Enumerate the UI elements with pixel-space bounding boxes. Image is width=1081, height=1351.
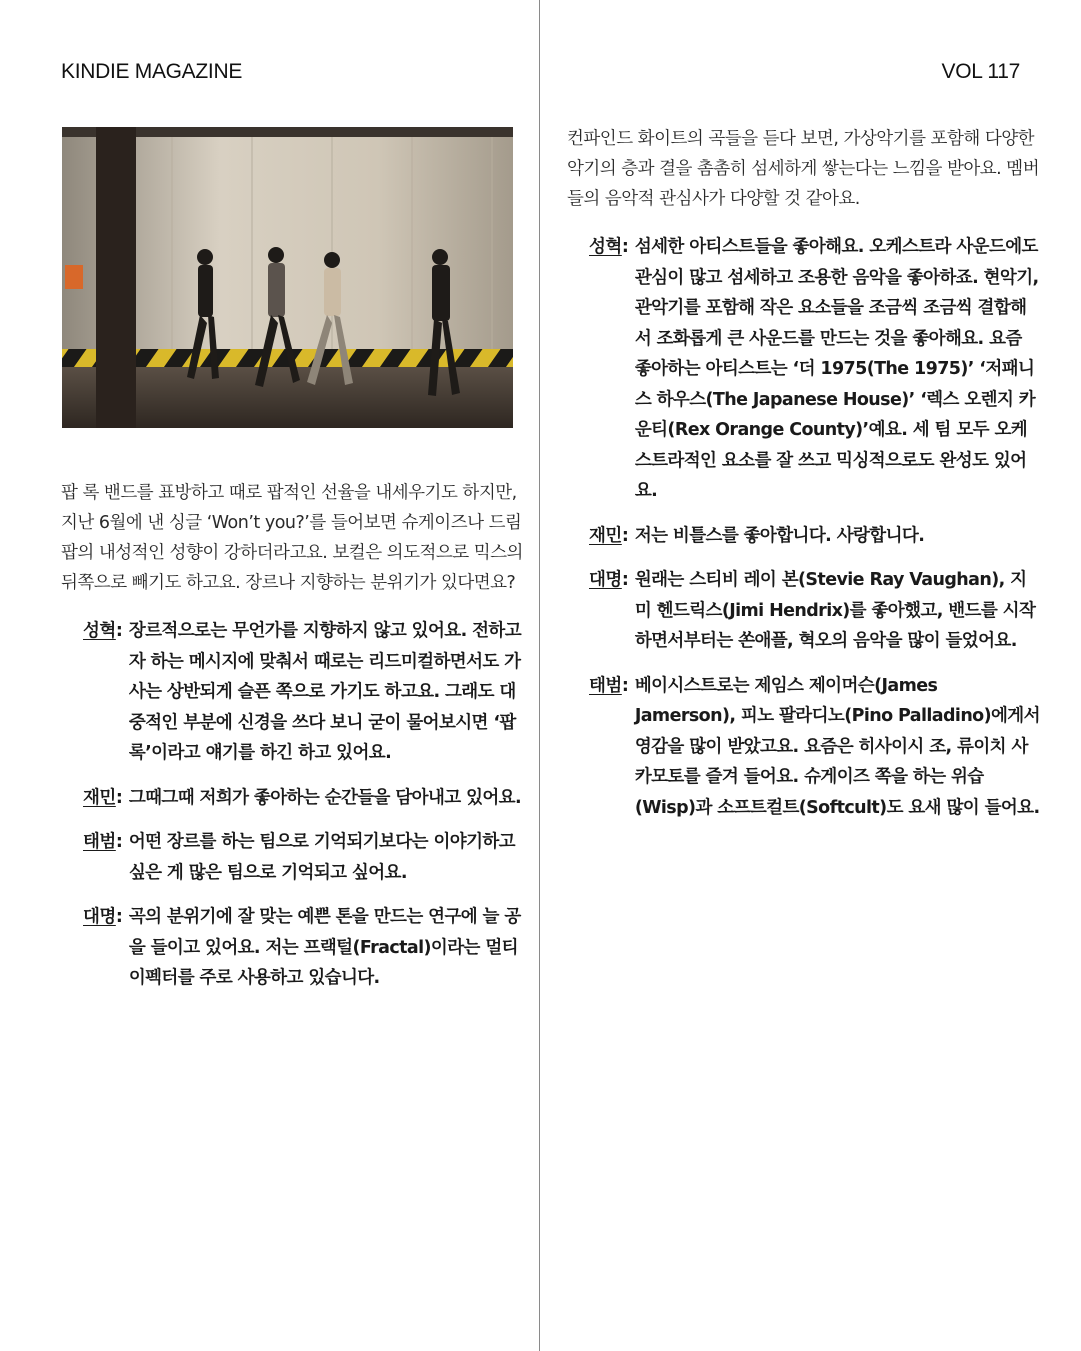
answer-item: 태범 : 베이시스트로는 제임스 제이머슨(James Jamerson), 피노 팔라디노(Pino Palladino)에게서 영감을 많이 받았고요. 요즘은 히사이시 조, 류이치 사카모토를 즐겨 들어요. 슈게이즈 쪽을 하는 위습(Wisp)과 소프트컬트(Softcult)도 요새 많이 들어요.: [567, 671, 1042, 824]
speaker-name: 대명: [83, 907, 116, 927]
answer-item: 재민 : 저는 비틀스를 좋아합니다. 사랑합니다.: [567, 521, 1042, 552]
interview-question: 팝 록 밴드를 표방하고 때로 팝적인 선율을 내세우기도 하지만, 지난 6월에 낸 싱글 ‘Won’t you?’를 들어보면 슈게이즈나 드림 팝의 내성적인 성향이 강하더라고요. 보컬은 의도적으로 믹스의 뒤쪽으로 빼기도 하고요. 장르나 지향하는 분위기가 있다면요?: [61, 483, 523, 593]
answer-item: 성혁 : 장르적으로는 무언가를 지향하지 않고 있어요. 전하고자 하는 메시지에 맞춰서 때로는 리드미컬하면서도 가사는 상반되게 슬픈 쪽으로 가기도 하고요. 그래도 대중적인 부분에 신경을 쓰다 보니 굳이 물어보시면 ‘팝 록’이라고 얘기를 하긴 하고 있어요.: [61, 616, 523, 769]
interview-question: 컨파인드 화이트의 곡들을 듣다 보면, 가상악기를 포함해 다양한 악기의 층과 결을 촘촘히 섬세하게 쌓는다는 느낌을 받아요. 멤버들의 음악적 관심사가 다양할 것 같아요.: [567, 129, 1040, 209]
answer-item: 성혁 : 섬세한 아티스트들을 좋아해요. 오케스트라 사운드에도 관심이 많고 섬세하고 조용한 음악을 좋아하죠. 현악기, 관악기를 포함해 작은 요소들을 조금씩 조금씩 결합해서 조화롭게 큰 사운드를 만드는 것을 좋아해요. 요즘 좋아하는 아티스트는 ‘더 1975(The 1975)’ ‘저패니스 하우스(The Japanese House)’ ‘렉스 오렌지 카운티(Rex Orange County)’예요. 세 팀 모두 오케스트라적인 요소를 잘 쓰고 믹싱적으로도 완성도 있어요.: [567, 232, 1042, 507]
answer-text: 원래는 스티비 레이 본(Stevie Ray Vaughan), 지미 헨드릭스(Jimi Hendrix)를 좋아했고, 밴드를 시작하면서부터는 쏜애플, 혁오의 음악을 많이 들었어요.: [634, 570, 1036, 651]
speaker-name: 태범: [83, 832, 116, 852]
column-divider: [539, 0, 540, 1351]
speaker-name: 대명: [589, 570, 622, 590]
answer-text: 그때그때 저희가 좋아하는 순간들을 담아내고 있어요.: [128, 787, 522, 808]
answer-item: 재민 : 그때그때 저희가 좋아하는 순간들을 담아내고 있어요.: [61, 783, 523, 814]
answer-text: 베이시스트로는 제임스 제이머슨(James Jamerson), 피노 팔라디노(Pino Palladino)에게서 영감을 많이 받았고요. 요즘은 히사이시 조, 류이치 사카모토를 즐겨 들어요. 슈게이즈 쪽을 하는 위습(Wisp)과 소프트컬트(Softcult)도 요새 많이 들어요.: [634, 675, 1040, 818]
answer-text: 곡의 분위기에 잘 맞는 예쁜 톤을 만드는 연구에 늘 공을 들이고 있어요. 저는 프랙털(Fractal)이라는 멀티 이펙터를 주로 사용하고 있습니다.: [128, 907, 521, 988]
left-column: [61, 478, 523, 1008]
answer-item: 대명 : 원래는 스티비 레이 본(Stevie Ray Vaughan), 지미 헨드릭스(Jimi Hendrix)를 좋아했고, 밴드를 시작하면서부터는 쏜애플, 혁오의 음악을 많이 들었어요.: [567, 565, 1042, 657]
right-column: [567, 124, 1042, 837]
speaker-name: 성혁: [83, 621, 116, 641]
magazine-title: KINDIE MAGAZINE: [61, 60, 243, 83]
band-photo: [62, 127, 513, 428]
volume-number: VOL 117: [941, 60, 1020, 83]
speaker-name: 성혁: [589, 237, 622, 257]
speaker-name: 재민: [589, 525, 622, 546]
speaker-name: 태범: [589, 675, 622, 696]
answer-text: 장르적으로는 무언가를 지향하지 않고 있어요. 전하고자 하는 메시지에 맞춰서 때로는 리드미컬하면서도 가사는 상반되게 슬픈 쪽으로 가기도 하고요. 그래도 대중적인 부분에 신경을 쓰다 보니 굳이 물어보시면 ‘팝 록’이라고 얘기를 하긴 하고 있어요.: [128, 621, 522, 763]
answer-item: 대명 : 곡의 분위기에 잘 맞는 예쁜 톤을 만드는 연구에 늘 공을 들이고 있어요. 저는 프랙털(Fractal)이라는 멀티 이펙터를 주로 사용하고 있습니다.: [61, 902, 523, 994]
answer-text: 저는 비틀스를 좋아합니다. 사랑합니다.: [634, 525, 925, 546]
answer-item: 태범 : 어떤 장르를 하는 팀으로 기억되기보다는 이야기하고 싶은 게 많은 팀으로 기억되고 싶어요.: [61, 827, 523, 888]
answer-text: 어떤 장르를 하는 팀으로 기억되기보다는 이야기하고 싶은 게 많은 팀으로 기억되고 싶어요.: [128, 832, 515, 883]
speaker-name: 재민: [83, 787, 116, 808]
answer-text: 섬세한 아티스트들을 좋아해요. 오케스트라 사운드에도 관심이 많고 섬세하고 조용한 음악을 좋아하죠. 현악기, 관악기를 포함해 작은 요소들을 조금씩 조금씩 결합해서 조화롭게 큰 사운드를 만드는 것을 좋아해요. 요즘 좋아하는 아티스트는 ‘더 1975(The 1975)’ ‘저패니스 하우스(The Japanese House)’ ‘렉스 오렌지 카운티(Rex Orange County)’예요. 세 팀 모두 오케스트라적인 요소를 잘 쓰고 믹싱적으로도 완성도 있어요.: [634, 237, 1039, 501]
